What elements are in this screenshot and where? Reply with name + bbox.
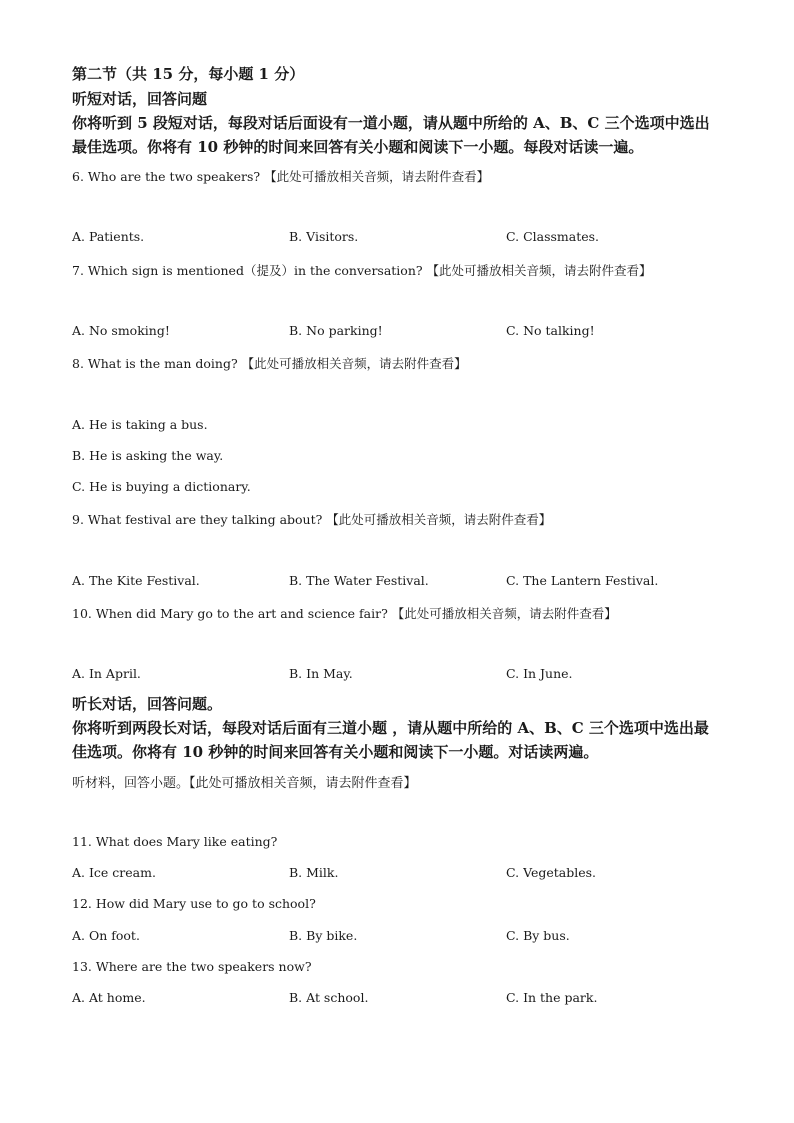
section-title: 第二节（共 15 分，每小题 1 分）: [72, 65, 305, 83]
question-12-option-b: B. By bike.: [289, 928, 358, 943]
question-10-stem: 10. When did Mary go to the art and science fair? 【此处可播放相关音频，请去附件查看】: [72, 606, 617, 621]
question-11-stem: 11. What does Mary like eating?: [72, 834, 278, 849]
part2-instructions: 你将听到两段长对话，每段对话后面有三道小题 ，请从题中所给的 A、B、C 三个选项中选出最佳选项。你将有 10 秒钟的时间来回答有关小题和阅读下一小题。对话读两遍。: [72, 719, 709, 761]
question-10-option-b: B. In May.: [289, 666, 353, 681]
question-12-stem: 12. How did Mary use to go to school?: [72, 896, 316, 911]
question-8-stem: 8. What is the man doing? 【此处可播放相关音频，请去附件查看】: [72, 356, 467, 371]
question-8-option-c: C. He is buying a dictionary.: [72, 479, 251, 494]
question-12-option-a: A. On foot.: [72, 928, 140, 943]
question-13-stem: 13. Where are the two speakers now?: [72, 959, 312, 974]
question-10-option-c: C. In June.: [506, 666, 573, 681]
question-13-option-b: B. At school.: [289, 990, 369, 1005]
question-13-option-c: C. In the park.: [506, 990, 598, 1005]
question-7-option-b: B. No parking!: [289, 323, 383, 338]
question-8-option-b: B. He is asking the way.: [72, 448, 224, 463]
question-7-stem: 7. Which sign is mentioned（提及）in the conversation? 【此处可播放相关音频，请去附件查看】: [72, 263, 652, 278]
question-7-option-a: A. No smoking!: [72, 323, 170, 338]
question-6-option-b: B. Visitors.: [289, 229, 359, 244]
question-11-option-c: C. Vegetables.: [506, 865, 597, 880]
question-11-option-a: A. Ice cream.: [72, 865, 156, 880]
question-9-stem: 9. What festival are they talking about? 【此处可播放相关音频，请去附件查看】: [72, 512, 552, 527]
part1-heading: 听短对话，回答问题: [72, 90, 208, 108]
question-9-option-b: B. The Water Festival.: [289, 573, 429, 588]
question-10-option-a: A. In April.: [72, 666, 141, 681]
material-line: 听材料，回答小题。【此处可播放相关音频，请去附件查看】: [72, 776, 417, 791]
question-13-option-a: A. At home.: [72, 990, 146, 1005]
part2-heading: 听长对话，回答问题。: [72, 695, 223, 713]
question-9-option-a: A. The Kite Festival.: [72, 573, 200, 588]
question-11-option-b: B. Milk.: [289, 865, 339, 880]
question-7-option-c: C. No talking!: [506, 323, 595, 338]
question-9-option-c: C. The Lantern Festival.: [506, 573, 659, 588]
question-6-option-a: A. Patients.: [72, 229, 145, 244]
question-8-option-a: A. He is taking a bus.: [72, 417, 208, 432]
question-6-option-c: C. Classmates.: [506, 229, 600, 244]
question-12-option-c: C. By bus.: [506, 928, 570, 943]
question-6-stem: 6. Who are the two speakers? 【此处可播放相关音频，请去附件查看】: [72, 169, 490, 184]
part1-instructions: 你将听到 5 段短对话，每段对话后面设有一道小题，请从题中所给的 A、B、C 三个选项中选出最佳选项。你将有 10 秒钟的时间来回答有关小题和阅读下一小题。每段对话读一遍。: [72, 114, 710, 156]
